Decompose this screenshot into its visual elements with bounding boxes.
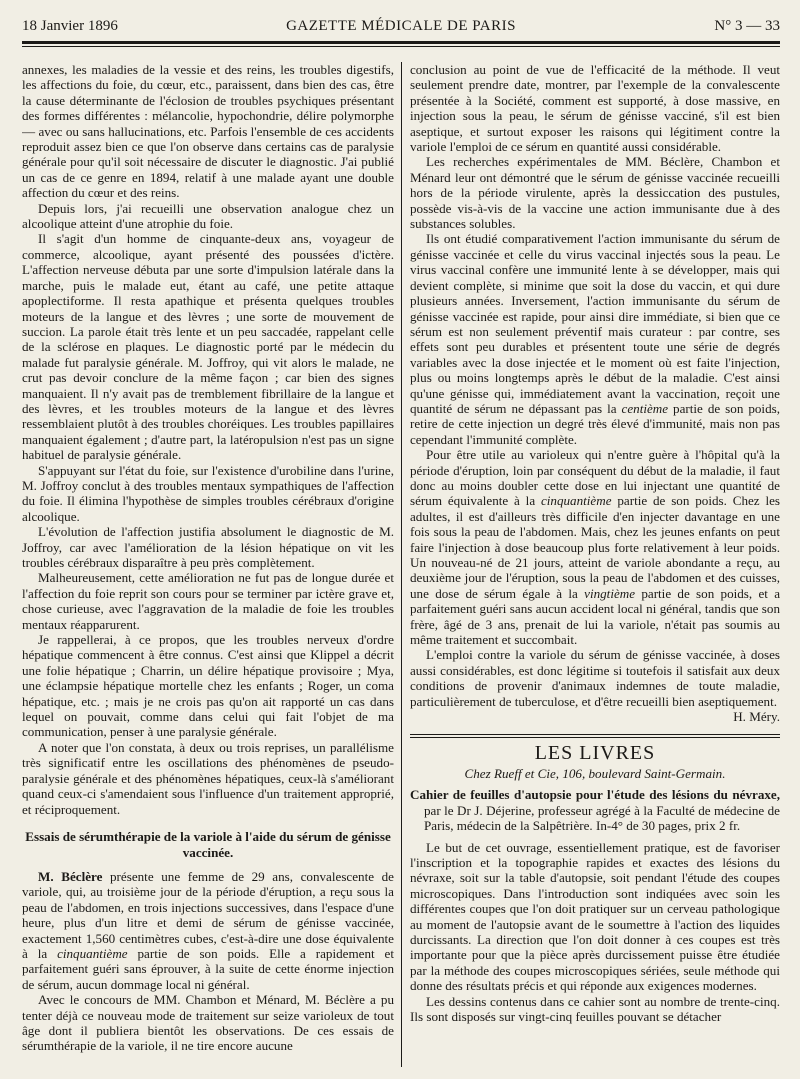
left-column — [22, 62, 394, 1072]
journal-title: GAZETTE MÉDICALE DE PARIS — [286, 18, 516, 34]
paragraph: annexes, les maladies de la vessie et des reins, les troubles digestifs, les affections du foie, du cœur, etc., paraissent, dans bien des cas, être la cause déterminante de l'éclosion de troubles psychiques présentant des formes différentes : mélancolie, hypochondrie, délire polymorphe — avec ou sans hallucinations, etc. Parfois l'ensemble de ces accidents reproduit assez bien ce que l'on observe dans certains cas de paralysie générale pour qu'il soit nécessaire de discuter le diagnostic. J'ai publié un cas de ce genre en 1894, relatif à une malade ayant une double affection du cœur et des reins. — [22, 62, 394, 201]
section-heading-livres: LES LIVRES — [534, 742, 656, 765]
publisher-line: Chez Rueff et Cie, 106, boulevard Saint-Germain. — [464, 765, 726, 781]
paragraph: M. Béclère présente une femme de 29 ans, convalescente de variole, qui, au troisième jour de la période d'éruption, a reçu sous la peau de l'abdomen, en trois injections successives, dans l'espace d'une heure, plus d'un litre et demi de sérum de génisse vaccinée, exactement 1,560 centimètres cubes, c'est-à-dire une dose équivalente à la cinquantième partie de son poids. Elle a rapidement et parfaitement guéri sans éprouver, à la suite de cette énorme injection de sérum, aucun dommage local ni général. — [22, 868, 394, 992]
page-header — [22, 18, 780, 38]
paragraph: Pour être utile au varioleux qui n'entre guère à l'hôpital qu'à la période d'éruption, loin par conséquent du début de la maladie, il faut donc au moins doubler cette dose en lui injectant une quantité de sérum équivalente à la cinquantième partie de son poids. Chez les adultes, il est d'ailleurs très difficile d'en injecter davantage en une fois sous la peau de l'abdomen. Mais, chez les jeunes enfants on peut faire l'injection à dose beaucoup plus forte relativement à leur poids. Un nouveau-né de 21 jours, atteint de variole abondante a reçu, au deuxième jour de l'éruption, sous la peau de l'abdomen et des cuisses, une dose de sérum égale à la vingtième partie de son poids, et a parfaitement guéri sans aucun accident local ni général, tandis que son frère, âgé de 3 ans, prenait de lui la variole, n'était pas soumis au même traitement et succombait. — [410, 447, 780, 648]
paragraph: L'emploi contre la variole du sérum de génisse vaccinée, à doses aussi considérables, est donc légitime si toutefois il satisfait aux deux conditions de provenir d'animaux indemnes de toute maladie, particulièrement de tuberculose, et d'être recueilli bien aseptiquement. — [410, 647, 780, 709]
paragraph: Malheureusement, cette amélioration ne fut pas de longue durée et l'affection du foie reprit son cours pour se terminer par ictère grave et, chose curieuse, avec l'aggravation de la maladie de foie les troubles mentaux réapparurent. — [22, 570, 394, 632]
paragraph: Ils ont étudié comparativement l'action immunisante du sérum de génisse vaccinée et celle du virus vaccinal injectés sous la peau. Le virus vaccinal confère une immunité lente à se développer, mais qui devient complète, si minime que soit la dose du vaccin, et qui dure plusieurs années. Inversement, l'action immunisante du sérum de génisse vaccinée est rapide, pour ainsi dire immédiate, si bien que ce sérum est non seulement préventif mais curateur : par contre, ses effets sont peu durables et présentent toute une série de degrés variables avec la dose injectée et le moment où est faite l'injection, plus ou moins longtemps après le début de la maladie. C'est ainsi qu'une génisse qui, immédiatement avant la vaccination, reçoit une quantité de sérum ne dépassant pas la centième partie de son poids, retire de cette injection un degré très élevé d'immunité, mais non pas cependant l'immunité complète. — [410, 231, 780, 447]
paragraph: Avec le concours de MM. Chambon et Ménard, M. Béclère a pu tenter déjà ce nouveau mode de traitement sur seize varioleux de tout âge dont il publiera bientôt les observations. De ces essais de sérumthérapie de la variole, il ne tire encore aucune — [22, 992, 394, 1054]
right-column — [410, 62, 780, 1072]
header-rule-thick — [22, 41, 780, 44]
book-title: Cahier de feuilles d'autopsie pour l'étude des lésions du névraxe, — [410, 787, 780, 803]
author-name: M. Béclère — [38, 868, 103, 884]
paragraph: Je rappellerai, à ce propos, que les troubles nerveux d'ordre hépatique commencent à être connus. C'est ainsi que Klippel a décrit une folie hépatique ; Charrin, un délire hépatique provisoire ; Mya, une éclampsie hépatique mortelle chez les enfants ; Roger, un coma hépatique, etc. ; mais je ne crois pas qu'on ait rapporté un cas dans lequel on pouvait, comme dans celui qui fait l'objet de ma communication, penser à une paralysie générale. — [22, 632, 394, 740]
paragraph: S'appuyant sur l'état du foie, sur l'existence d'urobiline dans l'urine, M. Joffroy conclut à des troubles mentaux sympathiques de l'affection du foie. Il élimina l'hypothèse de simples troubles cérébraux d'origine alcoolique. — [22, 462, 394, 524]
book-entry: Cahier de feuilles d'autopsie pour l'étude des lésions du névraxe, par le Dr J. Déjerine, professeur agrégé à la Faculté de médecine de Paris, médecin de la Salpêtrière. In-4° de 30 pages, prix 2 fr. — [410, 787, 780, 834]
paragraph: Il s'agit d'un homme de cinquante-deux ans, voyageur de commerce, alcoolique, ayant présenté des poussées d'ictère. L'affection nerveuse débuta par une sorte d'impulsion latérale dans la marche, puis le malade eut, étant au café, une petite attaque apoplectiforme. Il resta apathique et présenta quelques troubles moteurs de la langue et des lèvres ; une sorte de mouvement de succion. La parole était très lente et un peu saccadée, rappelant celle de la sclérose en plaques. Le diagnostic porté par le médecin du malade fut paralysie générale. M. Joffroy, qui vit alors le malade, ne crut pas devoir conclure de la même façon ; car bien des signes manquaient. Il n'y avait pas de tremblement fibrillaire de la langue et des lèvres, et les troubles moteurs de la langue et des lèvres ressemblaient plutôt à des troubles choréiques. Les troubles papillaires manquaient également ; d'autre part, la latéropulsion n'est pas un signe habituel de paralysie générale. — [22, 231, 394, 463]
paragraph: Le but de cet ouvrage, essentiellement pratique, est de favoriser l'inscription et la topographie rapides et exactes des lésions du névraxe, soit sur la table d'autopsie, soit pendant l'étude des coupes microscopiques. Dans l'introduction sont indiquées avec soin les différentes coupes que l'on doit pratiquer sur un cerveau pathologique au moment de l'autopsie avant de le soumettre à l'action des liquides durcissants. La direction que l'on doit donner à ces coupes est très importante pour que la pièce après durcissement puisse être étudiée par la méthode des coupes microscopiques sériées, seule méthode qui donne des résultats précis et qui réponde aux exigences modernes. — [410, 839, 780, 994]
header-rule-thin — [22, 46, 780, 47]
section-divider — [410, 734, 780, 738]
issue-page-number: N° 3 — 33 — [714, 18, 780, 34]
section-title: Essais de sérumthérapie de la variole à l'aide du sérum de génisse vaccinée. — [25, 828, 391, 860]
paragraph: L'évolution de l'affection justifia absolument le diagnostic de M. Joffroy, car avec l'amélioration de la lésion hépatique on vit les troubles cérébraux disparaître à peu près complètement. — [22, 524, 394, 570]
paragraph: conclusion au point de vue de l'efficacité de la méthode. Il veut seulement prendre date, montrer, par l'exemple de la convalescente présentée à la Société, comment est supporté, à dose massive, en injection sous la peau, le sérum de génisse vacciné, s'il est bien aseptique, et surtout exposer les raisons qui légitiment contre la variole l'emploi de ce sérum en quantité aussi considérable. — [410, 62, 780, 155]
author-signature: H. Méry. — [733, 709, 780, 725]
header-date: 18 Janvier 1896 — [22, 18, 118, 34]
paragraph: A noter que l'on constata, à deux ou trois reprises, un parallélisme très significatif entre les oscillations des phénomènes de pseudo-paralysie générale et des phénomènes hépatiques, ceux-là s'améliorant quand ceux-ci s'amendaient sous l'influence d'un traitement approprié, et réciproquement. — [22, 739, 394, 817]
paragraph: Les recherches expérimentales de MM. Béclère, Chambon et Ménard leur ont démontré que le sérum de génisse vaccinée recueilli hors de la période virulente, après la dessiccation des pustules, possède vis-à-vis de la vaccine une action immunisante due à des substances solubles. — [410, 154, 780, 232]
paragraph: Depuis lors, j'ai recueilli une observation analogue chez un alcoolique atteint d'une atrophie du foie. — [22, 200, 394, 232]
paragraph: Les dessins contenus dans ce cahier sont au nombre de trente-cinq. Ils sont disposés sur vingt-cinq feuilles pouvant se détacher — [410, 993, 780, 1024]
column-divider — [401, 62, 402, 1067]
